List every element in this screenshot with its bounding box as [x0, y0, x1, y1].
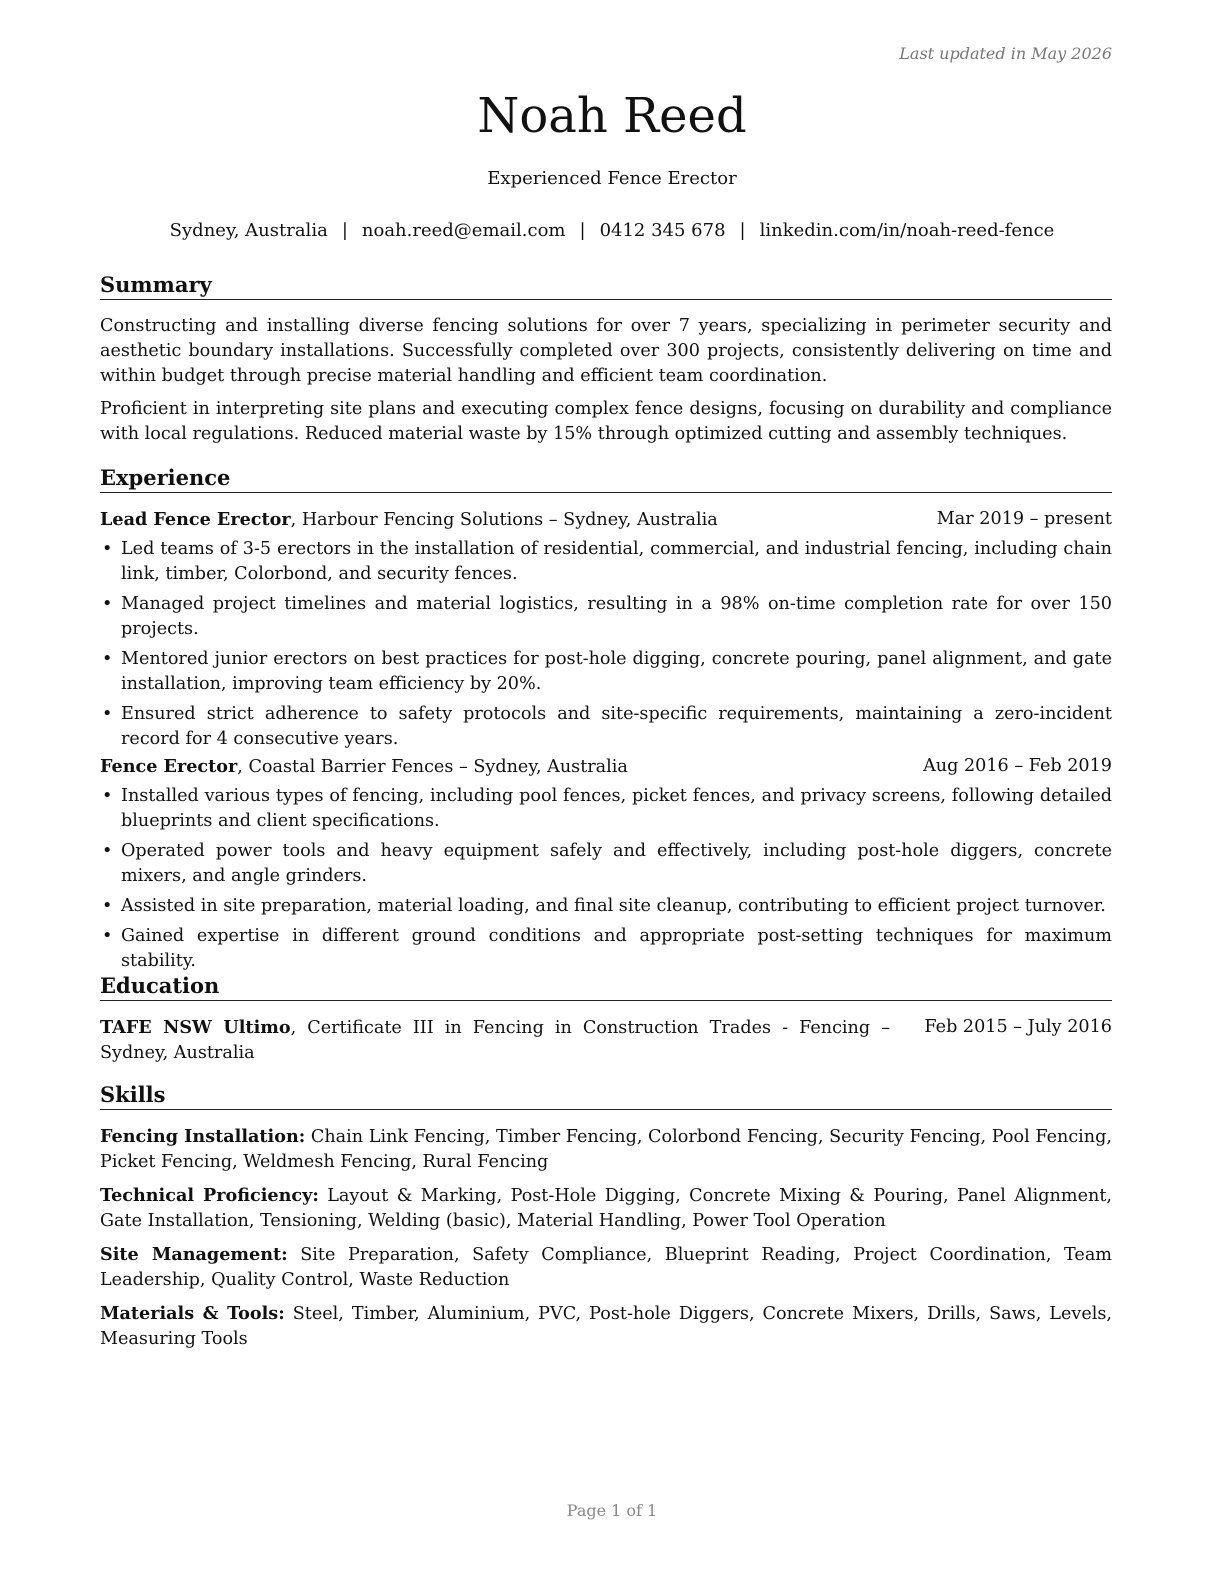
candidate-title: Experienced Fence Erector — [487, 168, 737, 189]
experience-heading: Experience — [100, 464, 1112, 493]
last-updated-note: Last updated in May 2026 — [899, 44, 1112, 63]
skill-label: Technical Proficiency: — [100, 1185, 319, 1206]
job-header — [100, 507, 1112, 533]
skill-value: Chain Link Fencing, Timber Fencing, Colorbond Fencing, Security Fencing, Pool Fencing, Picket Fencing, Weldmesh Fencing, Rural Fencing — [100, 1127, 1112, 1172]
contact-location: Sydney, Australia — [169, 220, 328, 241]
job-header — [100, 754, 1112, 780]
skill-label: Site Management: — [100, 1244, 288, 1265]
job-dates: Mar 2019 – present — [936, 509, 1112, 529]
contact-separator: | — [579, 220, 586, 241]
skill-value: Steel, Timber, Aluminium, PVC, Post-hole Diggers, Concrete Mixers, Drills, Saws, Levels, Measuring Tools — [100, 1304, 1112, 1349]
skill-label: Materials & Tools: — [100, 1303, 285, 1324]
education-row — [100, 1015, 1112, 1066]
job-entry — [100, 507, 1112, 757]
list-item: • Ensured strict adherence to safety protocols and site-specific requirements, maintaining a zero-incident record for 4 consecutive years. — [100, 702, 1112, 752]
skill-row — [100, 1124, 1112, 1175]
education-school: TAFE NSW Ultimo — [100, 1017, 291, 1038]
job-org: , Harbour Fencing Solutions – Sydney, Australia — [290, 510, 718, 530]
list-item: • Gained expertise in different ground conditions and appropriate post-setting techniques for maximum stability. — [100, 924, 1112, 974]
education-dates: Feb 2015 – July 2016 — [924, 1017, 1112, 1037]
contact-separator: | — [739, 220, 746, 241]
candidate-name: Noah Reed — [477, 88, 747, 144]
skill-row — [100, 1183, 1112, 1234]
skill-value: Site Preparation, Safety Compliance, Blueprint Reading, Project Coordination, Team Leadership, Quality Control, Waste Reduction — [100, 1245, 1112, 1290]
contact-line — [0, 219, 1224, 243]
job-org: , Coastal Barrier Fences – Sydney, Australia — [237, 757, 628, 777]
list-item: • Managed project timelines and material logistics, resulting in a 98% on-time completion rate for over 150 projects. — [100, 592, 1112, 642]
summary-section — [100, 314, 1112, 455]
skill-row — [100, 1301, 1112, 1352]
job-bullets — [100, 784, 1112, 974]
education-heading: Education — [100, 972, 1112, 1001]
summary-paragraph: Proficient in interpreting site plans and executing complex fence designs, focusing on durability and compliance with local regulations. Reduced material waste by 15% through optimized cutting and assembly techniques. — [100, 399, 1112, 444]
list-item: • Assisted in site preparation, material loading, and final site cleanup, contributing to efficient project turnover. — [100, 894, 1112, 919]
summary-heading: Summary — [100, 271, 1112, 300]
list-item: • Led teams of 3-5 erectors in the installation of residential, commercial, and industrial fencing, including chain link, timber, Colorbond, and security fences. — [100, 537, 1112, 587]
job-dates: Aug 2016 – Feb 2019 — [923, 756, 1112, 776]
contact-email[interactable]: noah.reed@email.com — [361, 220, 566, 241]
job-role: Fence Erector — [100, 756, 238, 777]
page-number: Page 1 of 1 — [566, 1501, 658, 1520]
skills-section — [100, 1124, 1112, 1360]
summary-paragraph: Constructing and installing diverse fencing solutions for over 7 years, specializing in perimeter security and aesthetic boundary installations. Successfully completed over 300 projects, consistently delivering on time and within budget through precise material handling and efficient team coordination. — [100, 316, 1112, 386]
skills-heading: Skills — [100, 1081, 1112, 1110]
list-item: • Mentored junior erectors on best practices for post-hole digging, concrete pouring, panel alignment, and gate installation, improving team efficiency by 20%. — [100, 647, 1112, 697]
list-item: • Installed various types of fencing, including pool fences, picket fences, and privacy screens, following detailed blueprints and client specifications. — [100, 784, 1112, 834]
job-entry — [100, 754, 1112, 979]
education-details-line — [100, 1015, 890, 1066]
job-role: Lead Fence Erector — [100, 509, 291, 530]
contact-separator: | — [341, 220, 348, 241]
education-details: , Certificate III in Fencing in Construction Trades - Fencing – Sydney, Australia — [100, 1018, 890, 1063]
contact-linkedin[interactable]: linkedin.com/in/noah-reed-fence — [759, 220, 1055, 241]
skill-label: Fencing Installation: — [100, 1126, 306, 1147]
skill-value: Layout & Marking, Post-Hole Digging, Concrete Mixing & Pouring, Panel Alignment, Gate Installation, Tensioning, Welding (basic), Material Handling, Power Tool Operation — [100, 1186, 1112, 1231]
education-entry — [100, 1015, 1112, 1066]
contact-phone[interactable]: 0412 345 678 — [599, 220, 726, 241]
job-bullets — [100, 537, 1112, 752]
list-item: • Operated power tools and heavy equipment safely and effectively, including post-hole diggers, concrete mixers, and angle grinders. — [100, 839, 1112, 889]
job-title-line — [100, 507, 718, 533]
skill-row — [100, 1242, 1112, 1293]
job-title-line — [100, 754, 628, 780]
